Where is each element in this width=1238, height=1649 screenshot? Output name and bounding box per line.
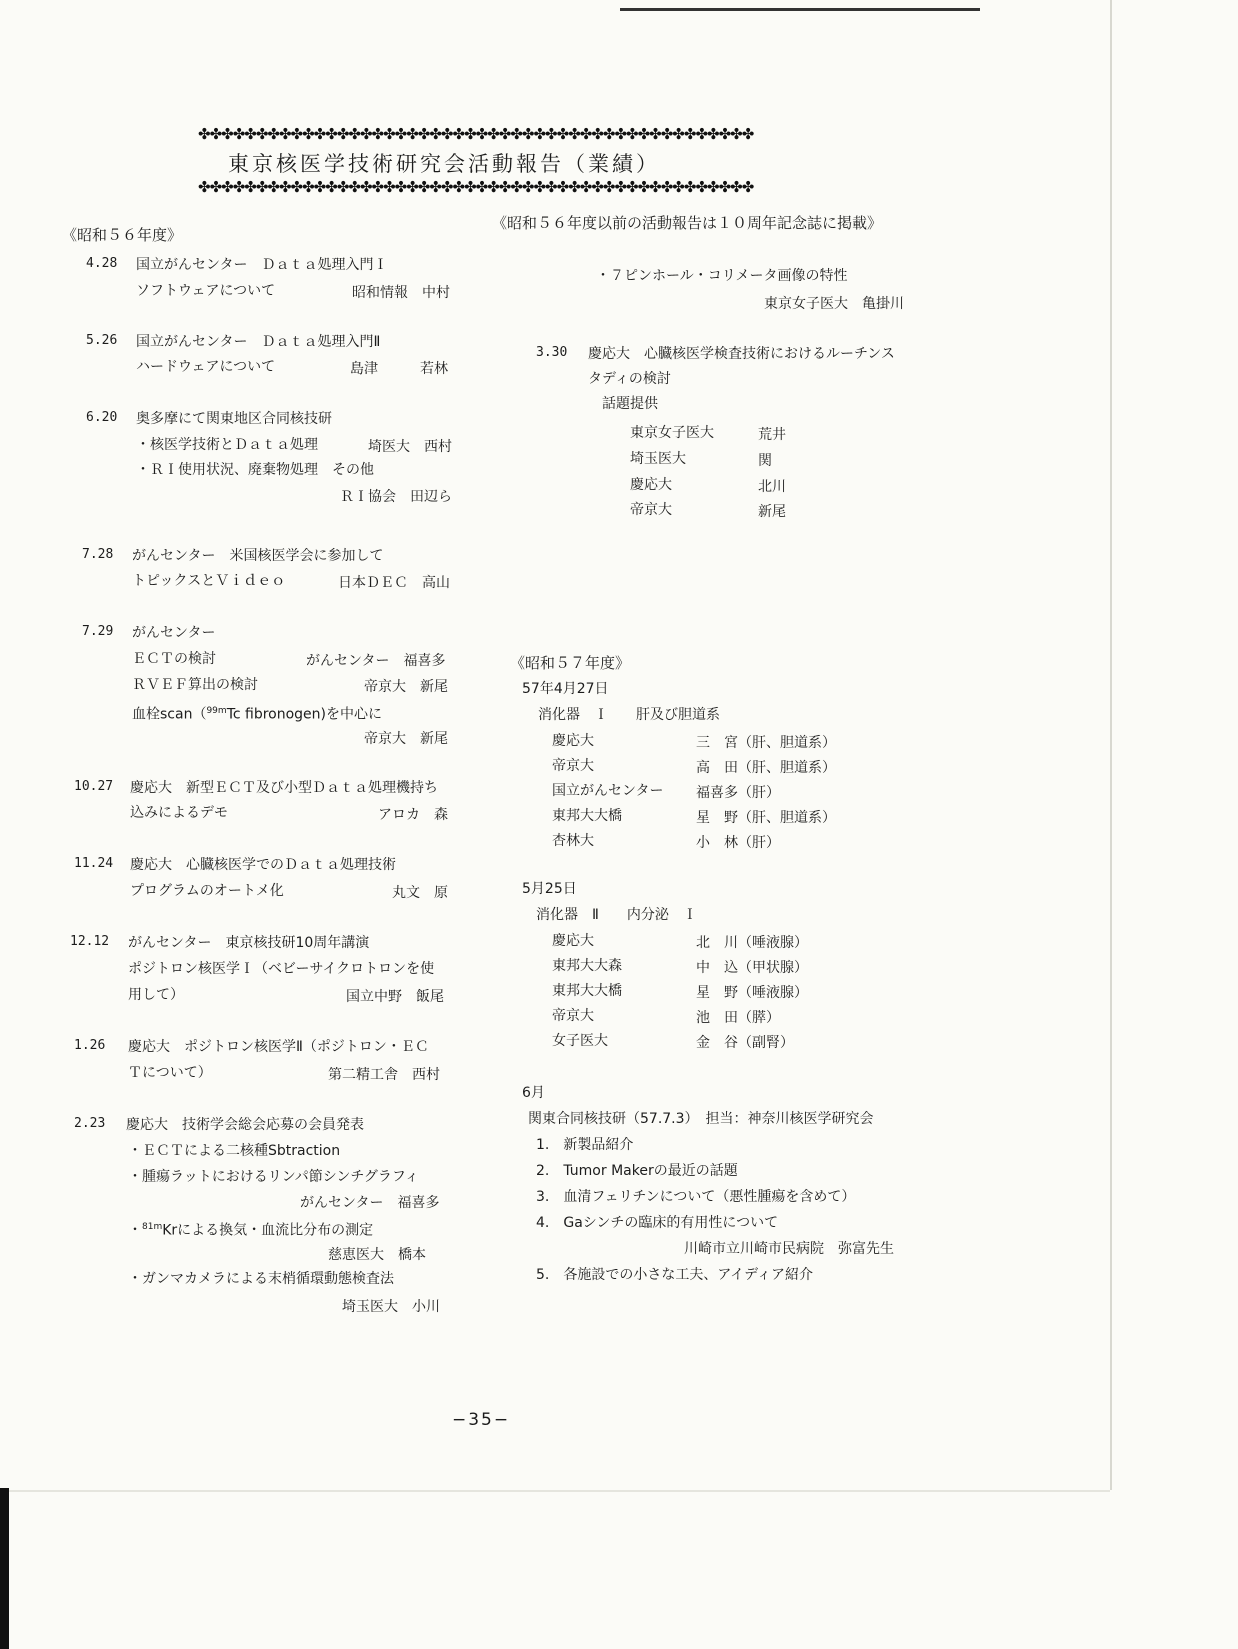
speaker-affiliation: 埼玉医大 bbox=[630, 451, 686, 467]
entry-line: 用して） bbox=[128, 987, 184, 1003]
speaker-affiliation: 帝京大 bbox=[552, 1008, 594, 1024]
entry-line: ＥＣＴの検討 bbox=[132, 651, 216, 667]
entry-presenter: 日本ＤＥＣ 高山 bbox=[338, 575, 450, 591]
entry-line: Ｔについて） bbox=[128, 1065, 212, 1081]
entry-line: ・ＥＣＴによる二核種Sbtraction bbox=[128, 1143, 341, 1159]
session-date: 5月25日 bbox=[522, 881, 577, 897]
session-topic: 関東合同核技研（57.7.3） 担当：神奈川核医学研究会 bbox=[528, 1111, 874, 1127]
speaker-name: 小 林（肝） bbox=[696, 835, 780, 851]
entry-line: 話題提供 bbox=[602, 396, 658, 412]
program-item: 2. Tumor Makerの最近の話題 bbox=[536, 1163, 738, 1179]
entry-date: 6.20 bbox=[86, 410, 118, 425]
entry-presenter: アロカ 森 bbox=[378, 807, 448, 823]
speaker-affiliation: 国立がんセンター bbox=[552, 783, 664, 799]
entry-line: ・核医学技術とＤａｔａ処理 bbox=[136, 437, 318, 453]
page-title: 東京核医学技術研究会活動報告（業績） bbox=[228, 152, 660, 176]
scan-dark-margin bbox=[0, 1488, 9, 1649]
entry-line: ・７ピンホール・コリメータ画像の特性 bbox=[596, 268, 848, 284]
speaker-affiliation: 東邦大大森 bbox=[552, 958, 622, 974]
session-topic: 消化器 Ｉ 肝及び胆道系 bbox=[538, 707, 720, 723]
entry-line: 込みによるデモ bbox=[130, 805, 228, 821]
entry-presenter: 東京女子医大 亀掛川 bbox=[764, 296, 904, 312]
isotope-superscript: 81m bbox=[142, 1222, 163, 1232]
entry-line: 慶応大 技術学会総会応募の会員発表 bbox=[126, 1117, 364, 1133]
entry-presenter: がんセンター 福喜多 bbox=[306, 653, 446, 669]
program-item: 1. 新製品紹介 bbox=[536, 1137, 634, 1153]
decorative-star-border-bottom: ✤✤✤✤✤✤✤✤✤✤✤✤✤✤✤✤✤✤✤✤✤✤✤✤✤✤✤✤✤✤✤✤✤✤✤✤✤✤✤✤✤✤✤✤✤✤✤✤ bbox=[198, 178, 754, 196]
entry-line: 国立がんセンター Ｄａｔａ処理入門Ⅱ bbox=[136, 334, 381, 350]
entry-line: 慶応大 ポジトロン核医学Ⅱ（ポジトロン・ＥＣ bbox=[128, 1039, 429, 1055]
entry-presenter: 島津 若林 bbox=[350, 361, 448, 377]
entry-presenter: 埼玉医大 小川 bbox=[342, 1299, 440, 1315]
program-item: 4. Gaシンチの臨床的有用性について bbox=[536, 1215, 779, 1231]
speaker-name: 中 込（甲状腺） bbox=[696, 960, 808, 976]
speaker-name: 新尾 bbox=[758, 504, 786, 520]
speaker-affiliation: 杏林大 bbox=[552, 833, 594, 849]
speaker-affiliation: 帝京大 bbox=[630, 502, 672, 518]
page-bottom-edge bbox=[0, 1490, 1110, 1492]
entry-date: 10.27 bbox=[74, 779, 114, 794]
entry-presenter: ＲＩ協会 田辺ら bbox=[340, 489, 452, 505]
year-heading-s57: 《昭和５７年度》 bbox=[510, 654, 631, 672]
entry-presenter: 帝京大 新尾 bbox=[364, 679, 448, 695]
entry-line: ・ガンマカメラによる末梢循環動態検査法 bbox=[128, 1271, 394, 1287]
speaker-name: 星 野（唾液腺） bbox=[696, 985, 808, 1001]
speaker-affiliation: 女子医大 bbox=[552, 1033, 608, 1049]
session-date: 6月 bbox=[522, 1085, 545, 1101]
page-number: −35− bbox=[452, 1410, 511, 1430]
text-part: 血栓scan（ bbox=[132, 706, 207, 723]
entry-presenter: 埼医大 西村 bbox=[368, 439, 452, 455]
entry-presenter: 帝京大 新尾 bbox=[364, 731, 448, 747]
entry-line: タディの検討 bbox=[588, 371, 671, 387]
speaker-affiliation: 慶応大 bbox=[630, 477, 672, 493]
entry-line: がんセンター 東京核技研10周年講演 bbox=[128, 935, 370, 951]
entry-line: プログラムのオートメ化 bbox=[130, 883, 284, 899]
header-note: 《昭和５６年度以前の活動報告は１０周年記念誌に掲載》 bbox=[492, 214, 883, 232]
entry-line: 慶応大 心臓核医学でのＤａｔａ処理技術 bbox=[130, 857, 396, 873]
entry-line: がんセンター 米国核医学会に参加して bbox=[132, 548, 384, 564]
entry-line: ・腫瘍ラットにおけるリンパ節シンチグラフィ bbox=[128, 1169, 419, 1185]
entry-date: 5.26 bbox=[86, 333, 118, 348]
entry-line: ・ＲＩ使用状況、廃棄物処理 その他 bbox=[136, 462, 374, 478]
entry-date: 11.24 bbox=[74, 856, 114, 871]
entry-presenter: 川崎市立川崎市民病院 弥富先生 bbox=[684, 1241, 894, 1257]
entry-line: 慶応大 心臓核医学検査技術におけるルーチンス bbox=[588, 346, 895, 362]
session-topic: 消化器 Ⅱ 内分泌 Ｉ bbox=[536, 907, 697, 923]
entry-line bbox=[128, 1218, 373, 1240]
entry-line: ハードウェアについて bbox=[136, 359, 276, 375]
entry-presenter: 国立中野 飯尾 bbox=[346, 989, 444, 1005]
speaker-affiliation: 東邦大大橋 bbox=[552, 808, 622, 824]
speaker-name: 荒井 bbox=[758, 427, 786, 443]
isotope-superscript: 99m bbox=[206, 706, 227, 716]
speaker-name: 金 谷（副腎） bbox=[696, 1035, 794, 1051]
entry-date: 7.28 bbox=[82, 547, 114, 562]
entry-date: 12.12 bbox=[70, 934, 110, 949]
program-item: 3. 血清フェリチンについて（悪性腫瘍を含めて） bbox=[536, 1189, 856, 1205]
entry-line: 国立がんセンター Ｄａｔａ処理入門Ｉ bbox=[136, 257, 388, 273]
speaker-name: 星 野（肝、胆道系） bbox=[696, 810, 836, 826]
text-part: ・ bbox=[128, 1222, 142, 1239]
entry-line: ポジトロン核医学Ｉ（ベビーサイクロトロンを使 bbox=[128, 961, 435, 977]
speaker-affiliation: 慶応大 bbox=[552, 933, 594, 949]
entry-line: がんセンター bbox=[132, 625, 216, 641]
speaker-name: 三 宮（肝、胆道系） bbox=[696, 735, 836, 751]
entry-presenter: 丸文 原 bbox=[392, 885, 448, 901]
entry-line: トピックスとＶｉｄｅｏ bbox=[132, 573, 286, 589]
scan-edge-line bbox=[620, 8, 980, 11]
text-part: Tc fibronogen)を中心に bbox=[226, 706, 382, 723]
entry-date: 3.30 bbox=[536, 345, 568, 360]
entry-line: ＲＶＥＦ算出の検討 bbox=[132, 677, 258, 693]
speaker-name: 福喜多（肝） bbox=[696, 785, 780, 801]
speaker-name: 高 田（肝、胆道系） bbox=[696, 760, 836, 776]
entry-line bbox=[132, 702, 382, 724]
text-part: Krによる換気・血流比分布の測定 bbox=[162, 1222, 374, 1239]
page-edge-shadow bbox=[1110, 0, 1112, 1490]
speaker-name: 関 bbox=[758, 453, 772, 469]
speaker-affiliation: 慶応大 bbox=[552, 733, 594, 749]
entry-line: ソフトウェアについて bbox=[136, 283, 276, 299]
entry-presenter: 昭和情報 中村 bbox=[352, 285, 450, 301]
year-heading-s56: 《昭和５６年度》 bbox=[62, 226, 183, 244]
entry-presenter: 第二精工舎 西村 bbox=[328, 1067, 440, 1083]
entry-date: 1.26 bbox=[74, 1038, 106, 1053]
speaker-affiliation: 東京女子医大 bbox=[630, 425, 714, 441]
entry-date: 7.29 bbox=[82, 624, 114, 639]
decorative-star-border-top: ✤✤✤✤✤✤✤✤✤✤✤✤✤✤✤✤✤✤✤✤✤✤✤✤✤✤✤✤✤✤✤✤✤✤✤✤✤✤✤✤✤✤✤✤✤✤✤✤ bbox=[198, 125, 754, 143]
speaker-name: 北川 bbox=[758, 479, 786, 495]
entry-date: 2.23 bbox=[74, 1116, 106, 1131]
entry-line: 慶応大 新型ＥＣＴ及び小型Ｄａｔａ処理機持ち bbox=[130, 780, 438, 796]
speaker-affiliation: 帝京大 bbox=[552, 758, 594, 774]
program-item: 5. 各施設での小さな工夫、アイディア紹介 bbox=[536, 1267, 813, 1283]
entry-date: 4.28 bbox=[86, 256, 118, 271]
entry-presenter: 慈恵医大 橋本 bbox=[328, 1247, 426, 1263]
speaker-name: 北 川（唾液腺） bbox=[696, 935, 808, 951]
speaker-name: 池 田（膵） bbox=[696, 1010, 780, 1026]
speaker-affiliation: 東邦大大橋 bbox=[552, 983, 622, 999]
entry-presenter: がんセンター 福喜多 bbox=[300, 1195, 440, 1211]
session-date: 57年4月27日 bbox=[522, 681, 609, 697]
entry-line: 奥多摩にて関東地区合同核技研 bbox=[136, 411, 332, 427]
